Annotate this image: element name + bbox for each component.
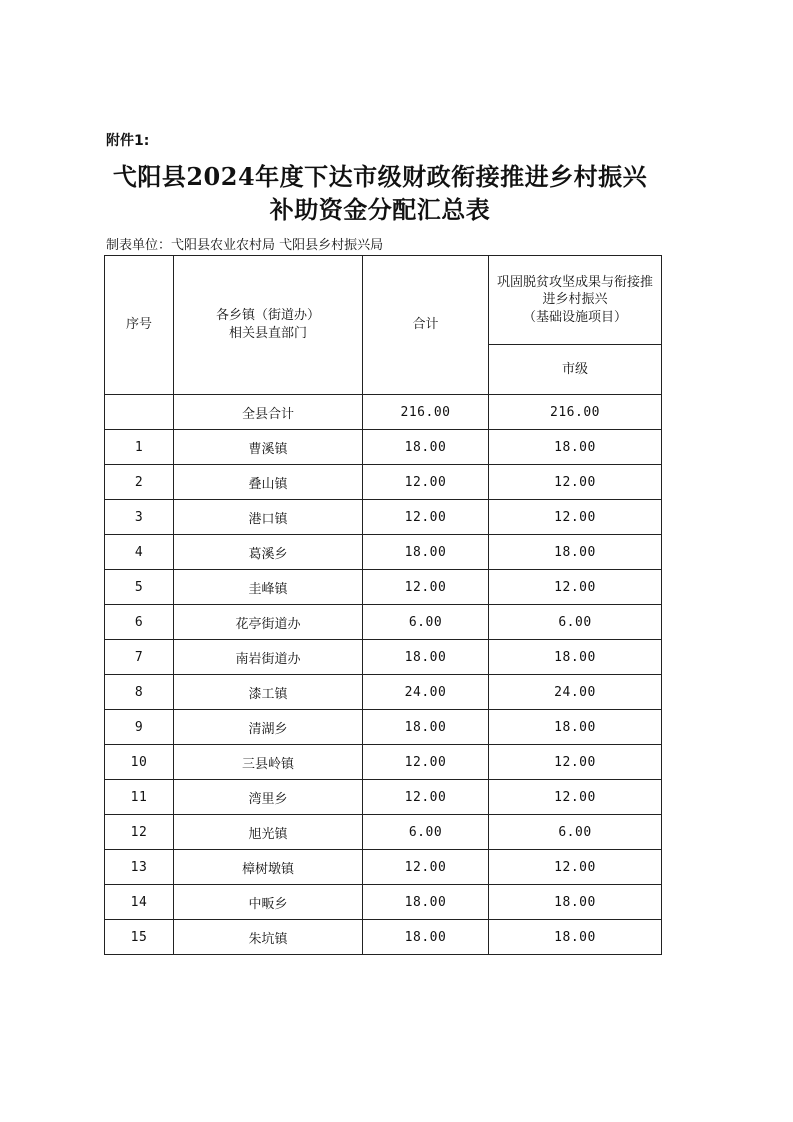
row-seq: 13 [105,850,174,885]
row-total: 6.00 [363,815,489,850]
row-name: 旭光镇 [174,815,363,850]
row-city: 12.00 [489,465,662,500]
row-city: 18.00 [489,535,662,570]
row-total: 18.00 [363,885,489,920]
row-total: 18.00 [363,535,489,570]
header-city-level-label: 市级 [561,361,588,377]
header-fund [489,256,662,345]
header-fund-line2: 进乡村振兴 [542,292,608,308]
header-total-label: 合计 [412,317,439,333]
table-row [105,920,662,955]
row-total: 6.00 [363,605,489,640]
table-row [105,605,662,640]
table-row [105,640,662,675]
row-seq: 3 [105,500,174,535]
summary-name: 全县合计 [174,395,363,430]
row-total: 12.00 [363,465,489,500]
row-total: 12.00 [363,500,489,535]
header-seq-label: 序号 [125,317,152,333]
row-seq: 10 [105,745,174,780]
table-row [105,885,662,920]
row-city: 12.00 [489,500,662,535]
row-seq: 11 [105,780,174,815]
row-city: 18.00 [489,430,662,465]
row-total: 12.00 [363,850,489,885]
table-row [105,745,662,780]
table-row [105,465,662,500]
row-name: 圭峰镇 [174,570,363,605]
row-seq: 1 [105,430,174,465]
row-name: 南岩街道办 [174,640,363,675]
table-row [105,535,662,570]
row-total: 18.00 [363,920,489,955]
header-seq [105,256,174,395]
row-city: 6.00 [489,815,662,850]
summary-row [105,395,662,430]
row-seq: 2 [105,465,174,500]
row-name: 港口镇 [174,500,363,535]
header-fund-line1: 巩固脱贫攻坚成果与衔接推 [496,274,653,290]
row-city: 12.00 [489,745,662,780]
row-city: 18.00 [489,885,662,920]
table-row [105,675,662,710]
row-seq: 5 [105,570,174,605]
row-city: 18.00 [489,640,662,675]
prepared-by: 制表单位：弋阳县农业农村局 弋阳县乡村振兴局 [106,238,384,253]
row-total: 12.00 [363,780,489,815]
summary-city: 216.00 [489,395,662,430]
row-name: 朱坑镇 [174,920,363,955]
row-city: 18.00 [489,920,662,955]
document-title-line2: 补助资金分配汇总表 [269,195,491,224]
row-total: 18.00 [363,640,489,675]
row-name: 叠山镇 [174,465,363,500]
summary-seq [105,395,174,430]
row-city: 18.00 [489,710,662,745]
row-seq: 4 [105,535,174,570]
row-total: 24.00 [363,675,489,710]
row-name: 清湖乡 [174,710,363,745]
row-seq: 9 [105,710,174,745]
header-city-level [489,345,662,395]
row-total: 18.00 [363,430,489,465]
table-row [105,430,662,465]
attachment-label: 附件1: [106,133,150,149]
row-city: 12.00 [489,850,662,885]
table-row [105,780,662,815]
row-name: 葛溪乡 [174,535,363,570]
row-seq: 15 [105,920,174,955]
row-total: 12.00 [363,570,489,605]
row-city: 6.00 [489,605,662,640]
header-unit-line1: 各乡镇（街道办） [215,308,320,324]
row-seq: 12 [105,815,174,850]
document-title-line1: 弋阳县2024年度下达市级财政衔接推进乡村振兴 [112,162,648,191]
row-name: 三县岭镇 [174,745,363,780]
table-row [105,815,662,850]
table-row [105,850,662,885]
row-seq: 7 [105,640,174,675]
header-unit-line2: 相关县直部门 [228,326,307,341]
row-name: 花亭街道办 [174,605,363,640]
row-total: 12.00 [363,745,489,780]
row-seq: 6 [105,605,174,640]
table-row [105,500,662,535]
row-name: 樟树墩镇 [174,850,363,885]
allocation-table [104,255,662,955]
row-seq: 8 [105,675,174,710]
header-total [363,256,489,395]
row-city: 24.00 [489,675,662,710]
table-row [105,710,662,745]
row-total: 18.00 [363,710,489,745]
row-city: 12.00 [489,570,662,605]
row-name: 漆工镇 [174,675,363,710]
table-row [105,570,662,605]
row-name: 中畈乡 [174,885,363,920]
header-fund-line3: （基础设施项目） [522,309,627,325]
summary-total: 216.00 [363,395,489,430]
row-city: 12.00 [489,780,662,815]
table-header-row [105,256,662,345]
row-seq: 14 [105,885,174,920]
header-unit [174,256,363,395]
row-name: 曹溪镇 [174,430,363,465]
row-name: 湾里乡 [174,780,363,815]
